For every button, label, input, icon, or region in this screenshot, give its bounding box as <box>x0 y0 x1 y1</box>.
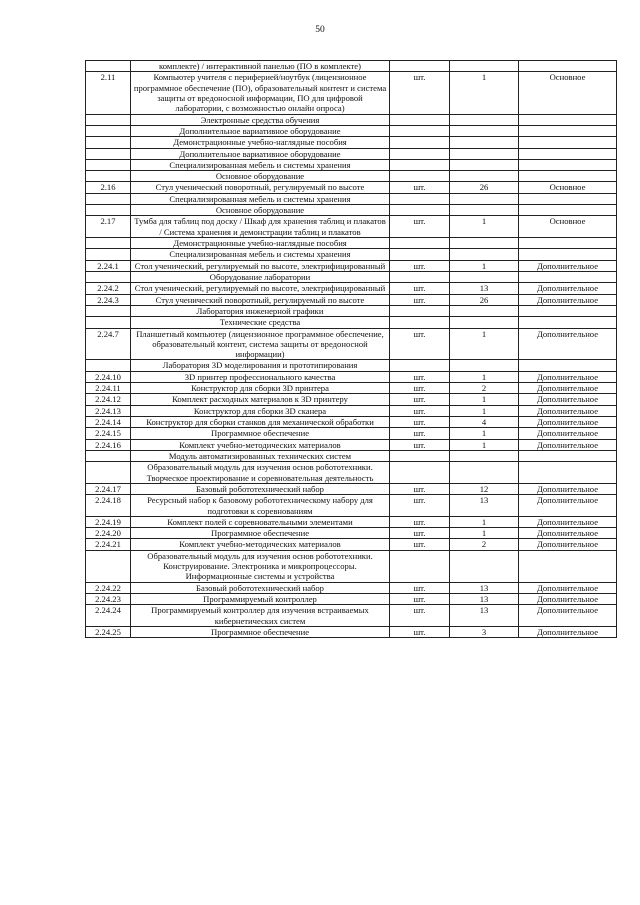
item-name: Комплект учебно-методических материалов <box>131 539 390 550</box>
item-type: Дополнительное <box>519 483 617 494</box>
item-unit: шт. <box>390 72 450 114</box>
item-type: Дополнительное <box>519 428 617 439</box>
table-row <box>86 495 617 517</box>
item-quantity: 1 <box>450 528 519 539</box>
empty-cell <box>390 193 450 204</box>
section-row <box>86 305 617 316</box>
item-number: 2.24.10 <box>86 371 131 382</box>
empty-cell <box>390 125 450 136</box>
empty-cell <box>390 271 450 282</box>
item-name: Программируемый контроллер <box>131 594 390 605</box>
table-row <box>86 371 617 382</box>
item-type: Дополнительное <box>519 283 617 294</box>
item-type: Дополнительное <box>519 260 617 271</box>
empty-cell <box>450 125 519 136</box>
item-number: 2.24.25 <box>86 626 131 637</box>
empty-cell <box>519 360 617 371</box>
table-row <box>86 283 617 294</box>
empty-cell <box>390 249 450 260</box>
item-name: Комплект учебно-методических материалов <box>131 439 390 450</box>
empty-cell <box>519 148 617 159</box>
section-title: Модуль автоматизированных технических систем <box>131 450 390 461</box>
item-number: 2.24.19 <box>86 516 131 527</box>
table-row <box>86 439 617 450</box>
table-row <box>86 383 617 394</box>
empty-cell <box>390 159 450 170</box>
item-type: Дополнительное <box>519 383 617 394</box>
empty-cell <box>390 148 450 159</box>
equipment-table <box>85 60 617 638</box>
item-name: Планшетный компьютер (лицензионное программное обеспечение, образовательный контент, система защиты от вредоносной информации) <box>131 328 390 360</box>
empty-cell <box>519 450 617 461</box>
item-quantity: 26 <box>450 182 519 193</box>
empty-cell <box>519 317 617 328</box>
empty-cell <box>86 114 131 125</box>
item-number <box>86 61 131 72</box>
section-row <box>86 462 617 484</box>
table-row <box>86 61 617 72</box>
empty-cell <box>519 238 617 249</box>
item-name: Программное обеспечение <box>131 528 390 539</box>
item-quantity: 1 <box>450 216 519 238</box>
item-quantity: 4 <box>450 417 519 428</box>
empty-cell <box>86 148 131 159</box>
section-row <box>86 360 617 371</box>
item-quantity: 13 <box>450 283 519 294</box>
empty-cell <box>390 305 450 316</box>
page-number: 50 <box>315 25 325 35</box>
table-row <box>86 582 617 593</box>
table-row <box>86 72 617 114</box>
item-number: 2.24.17 <box>86 483 131 494</box>
empty-cell <box>450 317 519 328</box>
section-title: Образовательный модуль для изучения основ робототехники. Творческое проектирование и соревновательная деятельность <box>131 462 390 484</box>
item-name: Конструктор для сборки 3D принтера <box>131 383 390 394</box>
table-row <box>86 428 617 439</box>
empty-cell <box>390 205 450 216</box>
empty-cell <box>390 171 450 182</box>
section-row <box>86 238 617 249</box>
item-type: Дополнительное <box>519 626 617 637</box>
item-type: Дополнительное <box>519 439 617 450</box>
empty-cell <box>519 550 617 582</box>
item-quantity: 1 <box>450 405 519 416</box>
item-number: 2.24.11 <box>86 383 131 394</box>
item-name: 3D принтер профессионального качества <box>131 371 390 382</box>
item-unit: шт. <box>390 626 450 637</box>
empty-cell <box>519 159 617 170</box>
item-quantity: 26 <box>450 294 519 305</box>
item-name: Программное обеспечение <box>131 626 390 637</box>
item-number: 2.24.3 <box>86 294 131 305</box>
empty-cell <box>450 148 519 159</box>
section-title: Дополнительное вариативное оборудование <box>131 148 390 159</box>
item-name: Стул ученический поворотный, регулируемый по высоте <box>131 294 390 305</box>
table-row <box>86 539 617 550</box>
section-row <box>86 450 617 461</box>
item-unit: шт. <box>390 495 450 517</box>
item-number: 2.24.22 <box>86 582 131 593</box>
section-title: Специализированная мебель и системы хранения <box>131 159 390 170</box>
item-unit: шт. <box>390 582 450 593</box>
empty-cell <box>450 462 519 484</box>
empty-cell <box>86 193 131 204</box>
item-quantity: 2 <box>450 383 519 394</box>
table-row <box>86 626 617 637</box>
item-name: Стул ученический поворотный, регулируемый по высоте <box>131 182 390 193</box>
item-type: Дополнительное <box>519 405 617 416</box>
item-name: Комплект расходных материалов к 3D принтеру <box>131 394 390 405</box>
table-row <box>86 417 617 428</box>
empty-cell <box>450 137 519 148</box>
item-number: 2.24.7 <box>86 328 131 360</box>
item-number: 2.24.2 <box>86 283 131 294</box>
item-unit: шт. <box>390 405 450 416</box>
section-title: Дополнительное вариативное оборудование <box>131 125 390 136</box>
item-number: 2.24.18 <box>86 495 131 517</box>
item-type: Дополнительное <box>519 371 617 382</box>
empty-cell <box>86 360 131 371</box>
item-type: Дополнительное <box>519 394 617 405</box>
item-unit: шт. <box>390 294 450 305</box>
item-number: 2.24.1 <box>86 260 131 271</box>
item-unit: шт. <box>390 394 450 405</box>
section-row <box>86 193 617 204</box>
item-quantity: 1 <box>450 260 519 271</box>
item-type: Основное <box>519 182 617 193</box>
item-number: 2.24.14 <box>86 417 131 428</box>
table-row <box>86 594 617 605</box>
empty-cell <box>519 462 617 484</box>
table-row <box>86 405 617 416</box>
item-quantity: 1 <box>450 72 519 114</box>
item-unit: шт. <box>390 328 450 360</box>
section-title: Основное оборудование <box>131 171 390 182</box>
item-name: Ресурсный набор к базовому робототехническому набору для подготовки к соревнованиям <box>131 495 390 517</box>
section-row <box>86 137 617 148</box>
item-unit: шт. <box>390 383 450 394</box>
section-title: Технические средства <box>131 317 390 328</box>
section-title: Основное оборудование <box>131 205 390 216</box>
item-type: Основное <box>519 72 617 114</box>
item-name: Конструктор для сборки станков для механической обработки <box>131 417 390 428</box>
empty-cell <box>519 125 617 136</box>
empty-cell <box>450 171 519 182</box>
item-name: Конструктор для сборки 3D сканера <box>131 405 390 416</box>
table-row <box>86 216 617 238</box>
section-row <box>86 205 617 216</box>
empty-cell <box>86 171 131 182</box>
item-unit: шт. <box>390 428 450 439</box>
empty-cell <box>390 317 450 328</box>
table-row <box>86 328 617 360</box>
empty-cell <box>519 271 617 282</box>
item-unit: шт. <box>390 260 450 271</box>
item-quantity: 2 <box>450 539 519 550</box>
empty-cell <box>86 271 131 282</box>
section-row <box>86 271 617 282</box>
item-quantity: 1 <box>450 328 519 360</box>
item-name: Комплект полей с соревновательными элементами <box>131 516 390 527</box>
item-unit <box>390 61 450 72</box>
empty-cell <box>390 360 450 371</box>
empty-cell <box>450 238 519 249</box>
item-unit: шт. <box>390 283 450 294</box>
empty-cell <box>450 193 519 204</box>
empty-cell <box>86 249 131 260</box>
item-name: Программируемый контроллер для изучения встраиваемых кибернетических систем <box>131 605 390 627</box>
item-number: 2.24.16 <box>86 439 131 450</box>
item-name: Базовый робототехнический набор <box>131 483 390 494</box>
item-number: 2.11 <box>86 72 131 114</box>
item-name: комплекте) / интерактивной панелью (ПО в комплекте) <box>131 61 390 72</box>
empty-cell <box>450 550 519 582</box>
item-unit: шт. <box>390 539 450 550</box>
table-row <box>86 483 617 494</box>
section-title: Специализированная мебель и системы хранения <box>131 193 390 204</box>
item-quantity: 13 <box>450 594 519 605</box>
empty-cell <box>86 462 131 484</box>
item-type: Основное <box>519 216 617 238</box>
empty-cell <box>519 114 617 125</box>
section-title: Демонстрационные учебно-наглядные пособия <box>131 238 390 249</box>
section-title: Демонстрационные учебно-наглядные пособия <box>131 137 390 148</box>
empty-cell <box>519 205 617 216</box>
item-number: 2.16 <box>86 182 131 193</box>
section-title: Лаборатория 3D моделирования и прототипирования <box>131 360 390 371</box>
item-type: Дополнительное <box>519 516 617 527</box>
empty-cell <box>450 305 519 316</box>
empty-cell <box>519 193 617 204</box>
item-type: Дополнительное <box>519 528 617 539</box>
item-quantity: 1 <box>450 394 519 405</box>
empty-cell <box>390 137 450 148</box>
section-row <box>86 317 617 328</box>
item-unit: шт. <box>390 528 450 539</box>
item-quantity: 13 <box>450 605 519 627</box>
table-row <box>86 294 617 305</box>
item-unit: шт. <box>390 516 450 527</box>
empty-cell <box>450 249 519 260</box>
empty-cell <box>86 550 131 582</box>
empty-cell <box>519 305 617 316</box>
table-row <box>86 394 617 405</box>
item-name: Компьютер учителя с периферией/ноутбук (лицензионное программное обеспечение (ПО), образовательный контент и система защиты от вредоносной информации, ПО для цифровой лаборатории, с возможностью онлайн опроса) <box>131 72 390 114</box>
empty-cell <box>450 360 519 371</box>
item-quantity: 1 <box>450 439 519 450</box>
item-number: 2.24.12 <box>86 394 131 405</box>
empty-cell <box>86 238 131 249</box>
empty-cell <box>450 159 519 170</box>
item-name: Стол ученический, регулируемый по высоте, электрифицированный <box>131 283 390 294</box>
item-unit: шт. <box>390 483 450 494</box>
empty-cell <box>450 271 519 282</box>
empty-cell <box>450 114 519 125</box>
item-type: Дополнительное <box>519 328 617 360</box>
empty-cell <box>390 462 450 484</box>
item-type: Дополнительное <box>519 417 617 428</box>
empty-cell <box>390 238 450 249</box>
empty-cell <box>390 114 450 125</box>
empty-cell <box>450 450 519 461</box>
item-quantity: 3 <box>450 626 519 637</box>
item-quantity: 1 <box>450 428 519 439</box>
item-unit: шт. <box>390 605 450 627</box>
empty-cell <box>519 137 617 148</box>
empty-cell <box>390 450 450 461</box>
item-unit: шт. <box>390 594 450 605</box>
empty-cell <box>86 450 131 461</box>
section-row <box>86 125 617 136</box>
item-quantity: 12 <box>450 483 519 494</box>
item-quantity <box>450 61 519 72</box>
item-unit: шт. <box>390 216 450 238</box>
table-row <box>86 605 617 627</box>
table-row <box>86 528 617 539</box>
item-type: Дополнительное <box>519 539 617 550</box>
item-type: Дополнительное <box>519 594 617 605</box>
item-type: Дополнительное <box>519 294 617 305</box>
empty-cell <box>519 171 617 182</box>
item-number: 2.24.13 <box>86 405 131 416</box>
empty-cell <box>86 159 131 170</box>
section-title: Лаборатория инженерной графики <box>131 305 390 316</box>
item-number: 2.24.23 <box>86 594 131 605</box>
item-quantity: 1 <box>450 371 519 382</box>
item-quantity: 1 <box>450 516 519 527</box>
item-type <box>519 61 617 72</box>
item-unit: шт. <box>390 439 450 450</box>
item-unit: шт. <box>390 371 450 382</box>
item-number: 2.24.21 <box>86 539 131 550</box>
section-row <box>86 148 617 159</box>
empty-cell <box>86 205 131 216</box>
item-name: Программное обеспечение <box>131 428 390 439</box>
item-unit: шт. <box>390 182 450 193</box>
table-row <box>86 516 617 527</box>
empty-cell <box>86 305 131 316</box>
section-title: Оборудование лаборатории <box>131 271 390 282</box>
item-name: Базовый робототехнический набор <box>131 582 390 593</box>
table-row <box>86 260 617 271</box>
section-row <box>86 249 617 260</box>
item-unit: шт. <box>390 417 450 428</box>
item-type: Дополнительное <box>519 495 617 517</box>
section-title: Образовательный модуль для изучения основ робототехники. Конструирование. Электроника и микропроцессоры. Информационные системы и устройства <box>131 550 390 582</box>
item-number: 2.17 <box>86 216 131 238</box>
section-title: Специализированная мебель и системы хранения <box>131 249 390 260</box>
empty-cell <box>390 550 450 582</box>
item-name: Стол ученический, регулируемый по высоте, электрифицированный <box>131 260 390 271</box>
item-type: Дополнительное <box>519 582 617 593</box>
section-row <box>86 159 617 170</box>
empty-cell <box>450 205 519 216</box>
empty-cell <box>86 125 131 136</box>
section-row <box>86 114 617 125</box>
table-row <box>86 182 617 193</box>
item-type: Дополнительное <box>519 605 617 627</box>
empty-cell <box>519 249 617 260</box>
item-quantity: 13 <box>450 582 519 593</box>
item-name: Тумба для таблиц под доску / Шкаф для хранения таблиц и плакатов / Система хранения и демонстрации таблиц и плакатов <box>131 216 390 238</box>
empty-cell <box>86 137 131 148</box>
section-row <box>86 550 617 582</box>
item-number: 2.24.24 <box>86 605 131 627</box>
section-title: Электронные средства обучения <box>131 114 390 125</box>
item-quantity: 13 <box>450 495 519 517</box>
section-row <box>86 171 617 182</box>
item-number: 2.24.15 <box>86 428 131 439</box>
item-number: 2.24.20 <box>86 528 131 539</box>
empty-cell <box>86 317 131 328</box>
